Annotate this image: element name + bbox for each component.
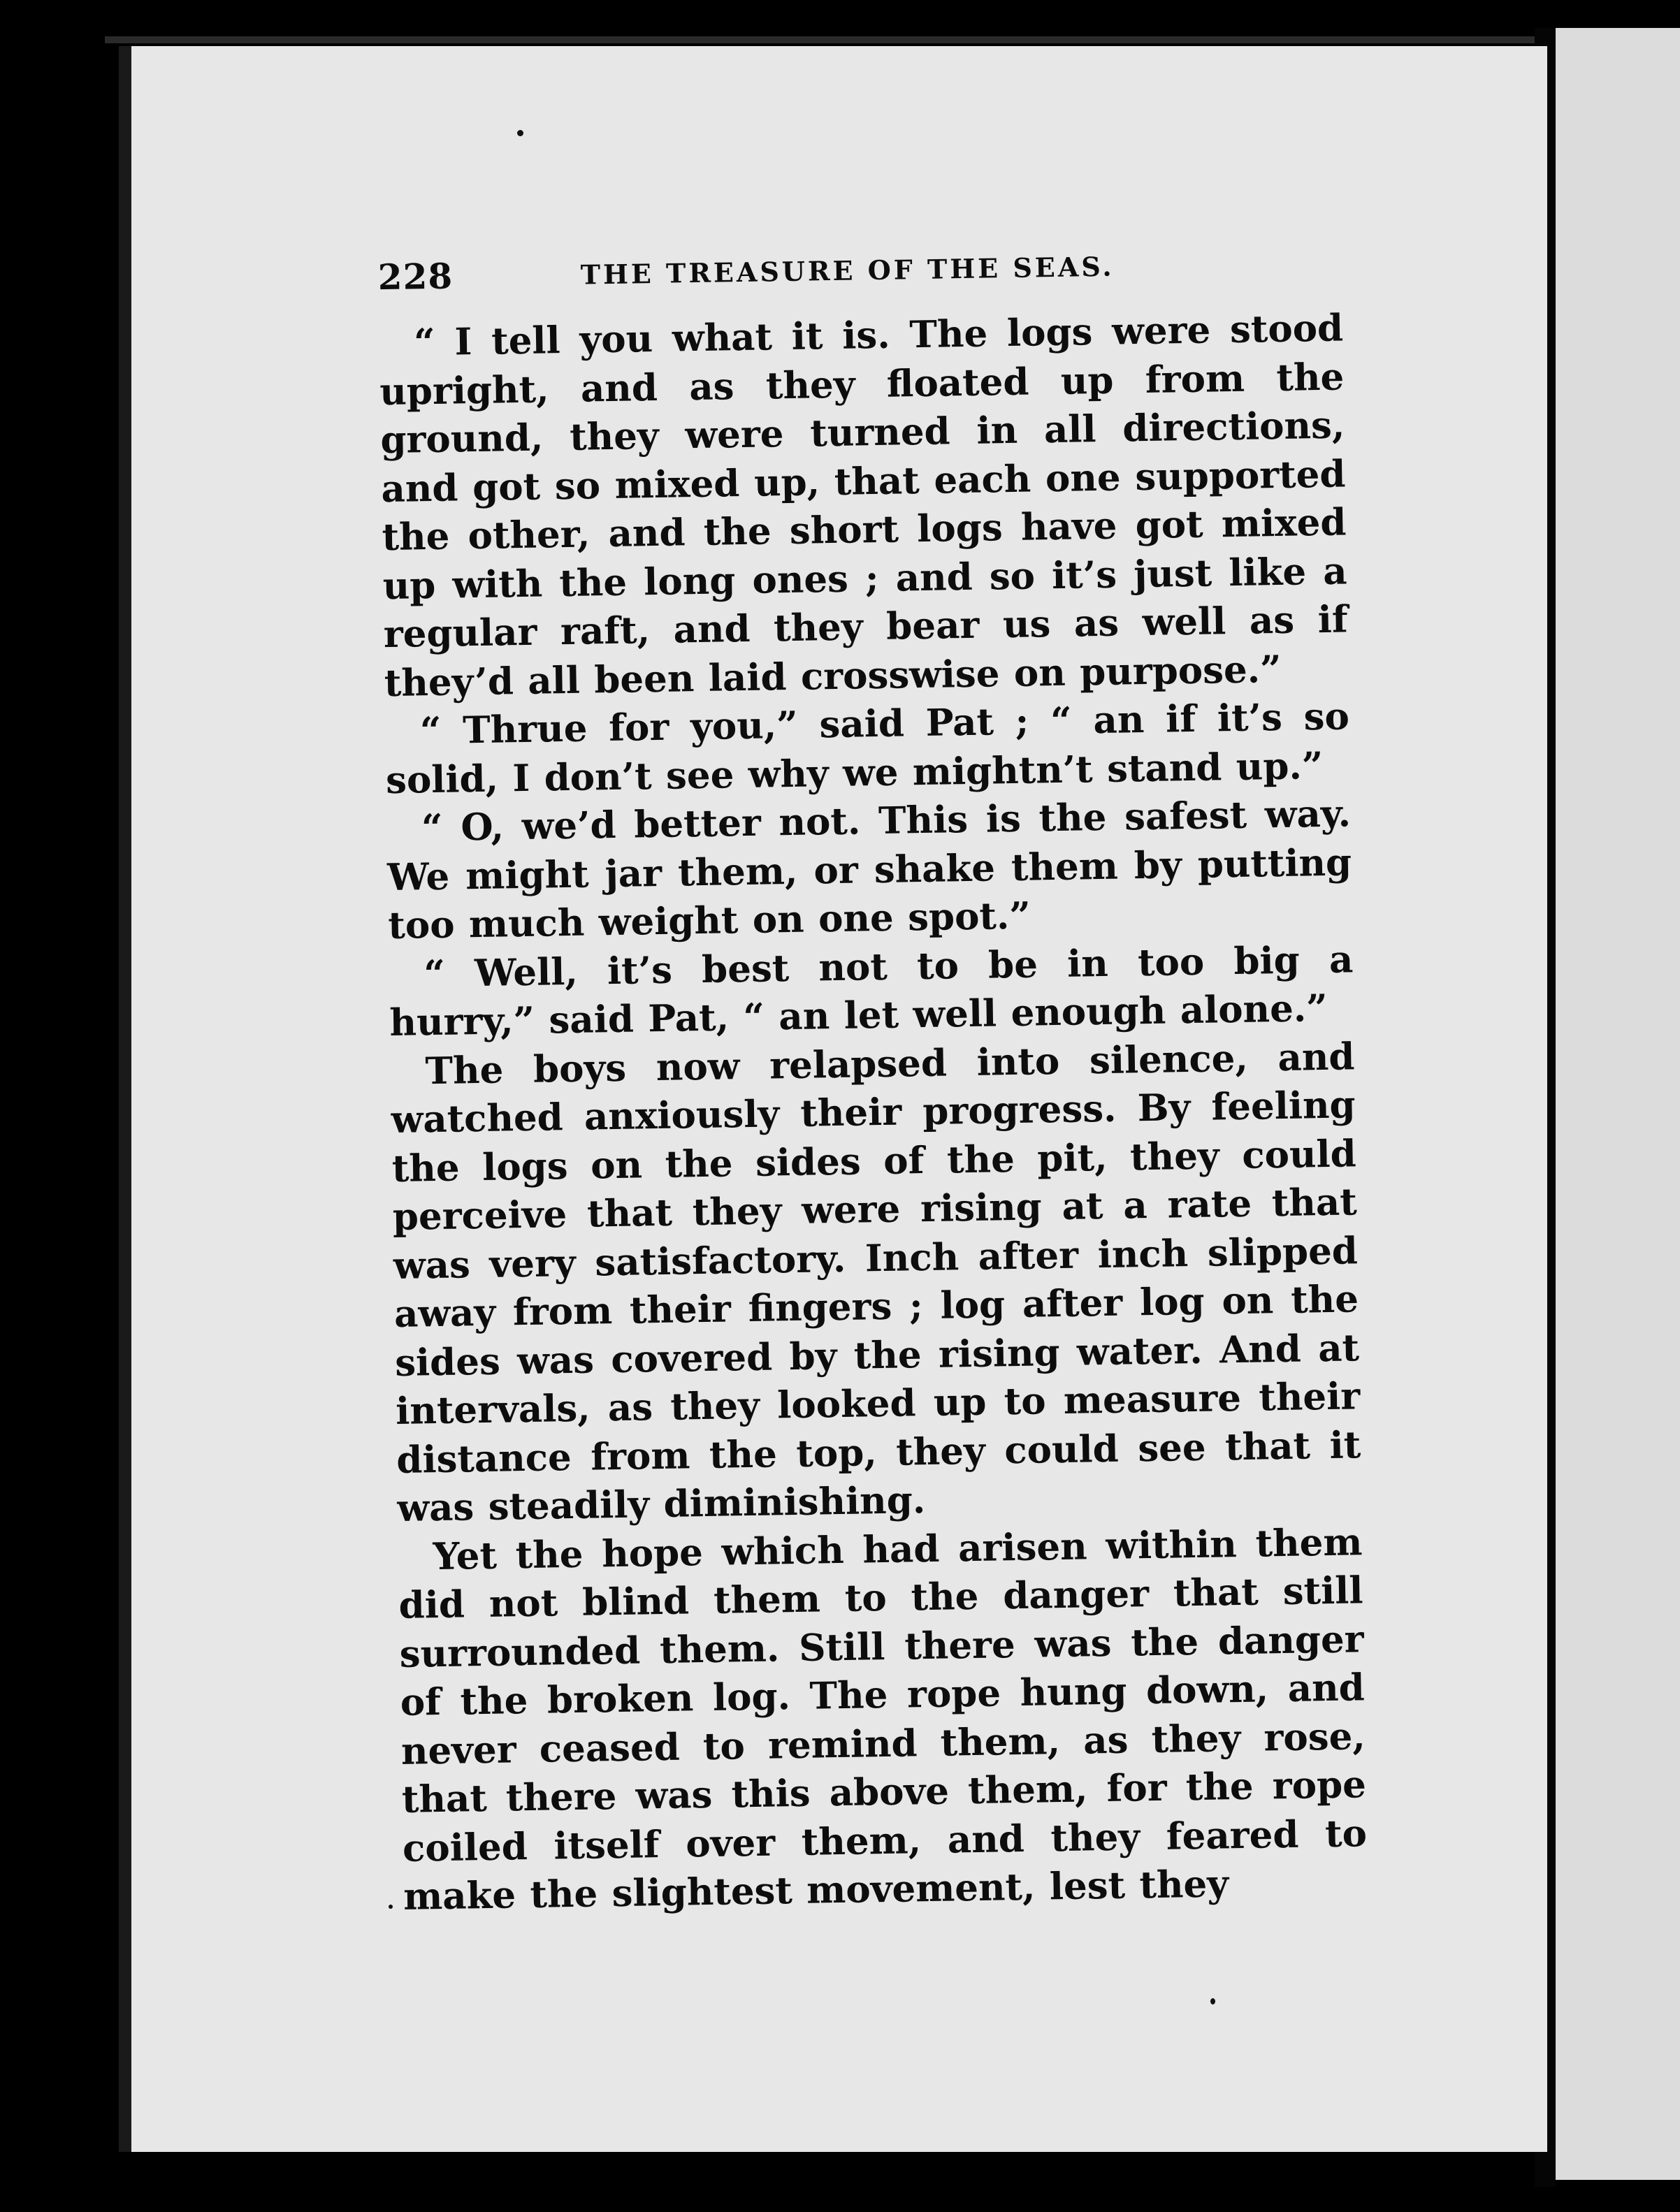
facing-page-edge xyxy=(1556,28,1680,2180)
paragraph: “ Thrue for you,” said Pat ; “ an if it’s so solid, I don’t see why we mightn’t stand up.” xyxy=(385,694,1350,802)
page-top-edge xyxy=(105,36,1537,43)
running-title: THE TREASURE OF THE SEAS. xyxy=(580,250,1115,291)
paragraph: Yet the hope which had arisen within them did not blind them to the danger that still surrounded them. Still there was the danger of the broken log. The rope hung down, and never ceased to remind them, as they rose, that there was this above them, for the rope coiled itself over them, and they feared to make the slightest movement, lest they xyxy=(398,1520,1368,1919)
ink-speck xyxy=(389,1905,393,1909)
paragraph: “ O, we’d better not. This is the safest way. We might jar them, or shake them by putting too much weight on one spot.” xyxy=(386,792,1352,948)
ink-speck xyxy=(517,130,523,136)
ink-speck xyxy=(1210,1998,1215,2004)
paragraph: “ I tell you what it is. The logs were stood upright, and as they floated up from the ground, they were turned in all directions, and got so mixed up, that each one supported the other, and the short logs have got mixed up with the long ones ; and so it’s just like a regular raft, and they bear us as well as if they’d all been laid crosswise on purpose.” xyxy=(379,306,1349,705)
paragraph: The boys now relapsed into silence, and watched anxiously their progress. By feeling the logs on the sides of the pit, they could perceive that they were rising at a rate that was very satisfactory. Inch after inch slipped away from their fingers ; log after log on the sides was covered by the rising water. And at intervals, as they looked up to measure their distance from the top, they could see that it was steadily diminishing. xyxy=(391,1034,1361,1530)
body-text xyxy=(379,304,1368,1921)
page-number: 228 xyxy=(377,255,454,298)
paragraph: “ Well, it’s best not to be in too big a hurry,” said Pat, “ an let well enough alone.” xyxy=(389,937,1354,1045)
